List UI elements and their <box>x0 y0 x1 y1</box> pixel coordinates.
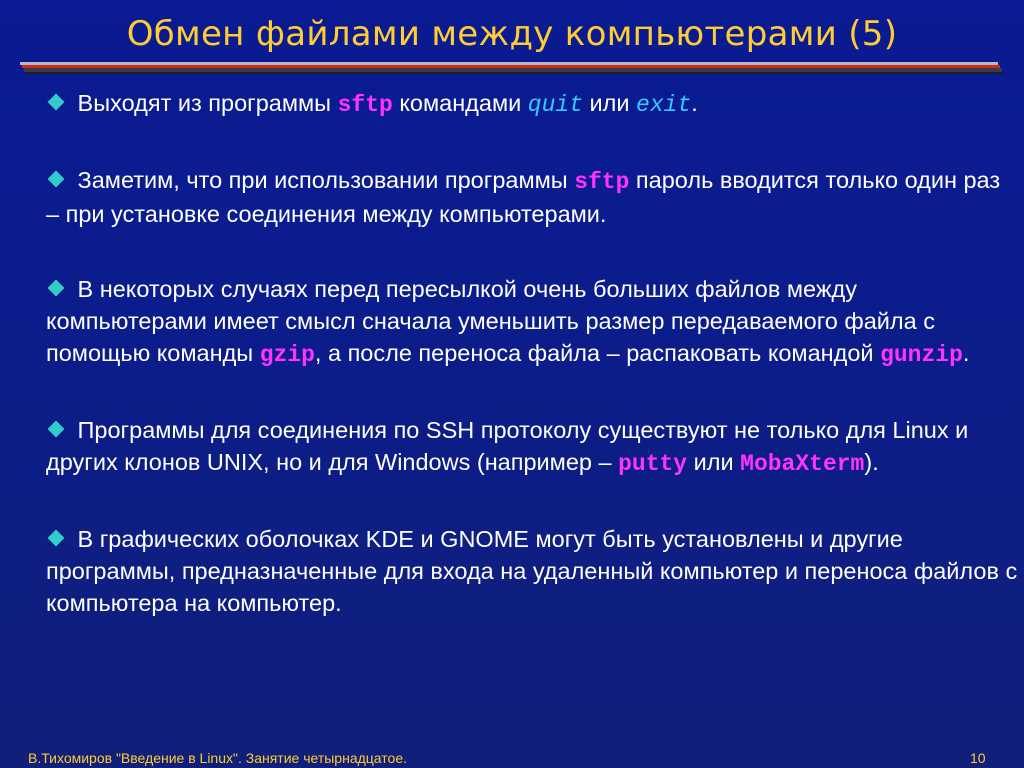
command-name: exit <box>636 92 692 118</box>
paragraph-text: , а после переноса файла – распаковать командой <box>314 340 881 366</box>
paragraph-text: командами <box>392 90 528 116</box>
diamond-bullet-icon <box>48 94 65 111</box>
paragraph-text: ). <box>864 449 879 475</box>
slide-title: Обмен файлами между компьютерами (5) <box>126 14 898 54</box>
bullet-item <box>46 523 1018 619</box>
diamond-bullet-icon <box>48 280 65 297</box>
paragraph-text: В графических оболочках KDE и GNOME могут быть установлены и другие программы, предназначенные для входа на удаленный компьютер и переноса файлов с компьютера на компьютер. <box>46 526 1018 616</box>
paragraph-text: . <box>691 90 698 116</box>
command-name: sftp <box>574 169 630 195</box>
diamond-bullet-icon <box>48 530 65 547</box>
command-name: gunzip <box>880 342 963 368</box>
paragraph-text: . <box>962 340 970 366</box>
paragraph-text: Выходят из программы <box>77 90 338 116</box>
bullet-item <box>46 414 1018 480</box>
paragraph-text: или <box>583 90 637 116</box>
bullet-list <box>46 87 1018 619</box>
command-name: MobaXterm <box>740 451 865 477</box>
bullet-item <box>46 164 1018 230</box>
paragraph-text: В некоторых случаях перед пересылкой очень больших файлов между компьютерами имеет смысл сначала уменьшить размер передаваемого файла с помощью команды <box>46 276 935 366</box>
paragraph-text: или <box>687 449 741 475</box>
paragraph-text: пароль вводится только один раз – при установке соединения между компьютерами. <box>46 167 1001 227</box>
footer-caption: В.Тихомиров "Введение в Linux". Занятие четырнадцатое. <box>28 750 407 766</box>
paragraph-text: Программы для соединения по SSH протоколу существуют не только для Linux и других клонов UNIX, но и для Windows (например – <box>46 417 969 475</box>
diamond-bullet-icon <box>48 171 65 188</box>
title-divider <box>20 62 1004 76</box>
bullet-item <box>46 87 1018 121</box>
diamond-bullet-icon <box>48 421 65 438</box>
command-name: putty <box>618 451 688 477</box>
paragraph-text: Заметим, что при использовании программы <box>77 167 575 193</box>
page-number: 10 <box>970 750 986 766</box>
bullet-item <box>46 273 1018 371</box>
command-name: quit <box>527 92 583 118</box>
command-name: sftp <box>337 92 393 118</box>
command-name: gzip <box>259 342 315 368</box>
